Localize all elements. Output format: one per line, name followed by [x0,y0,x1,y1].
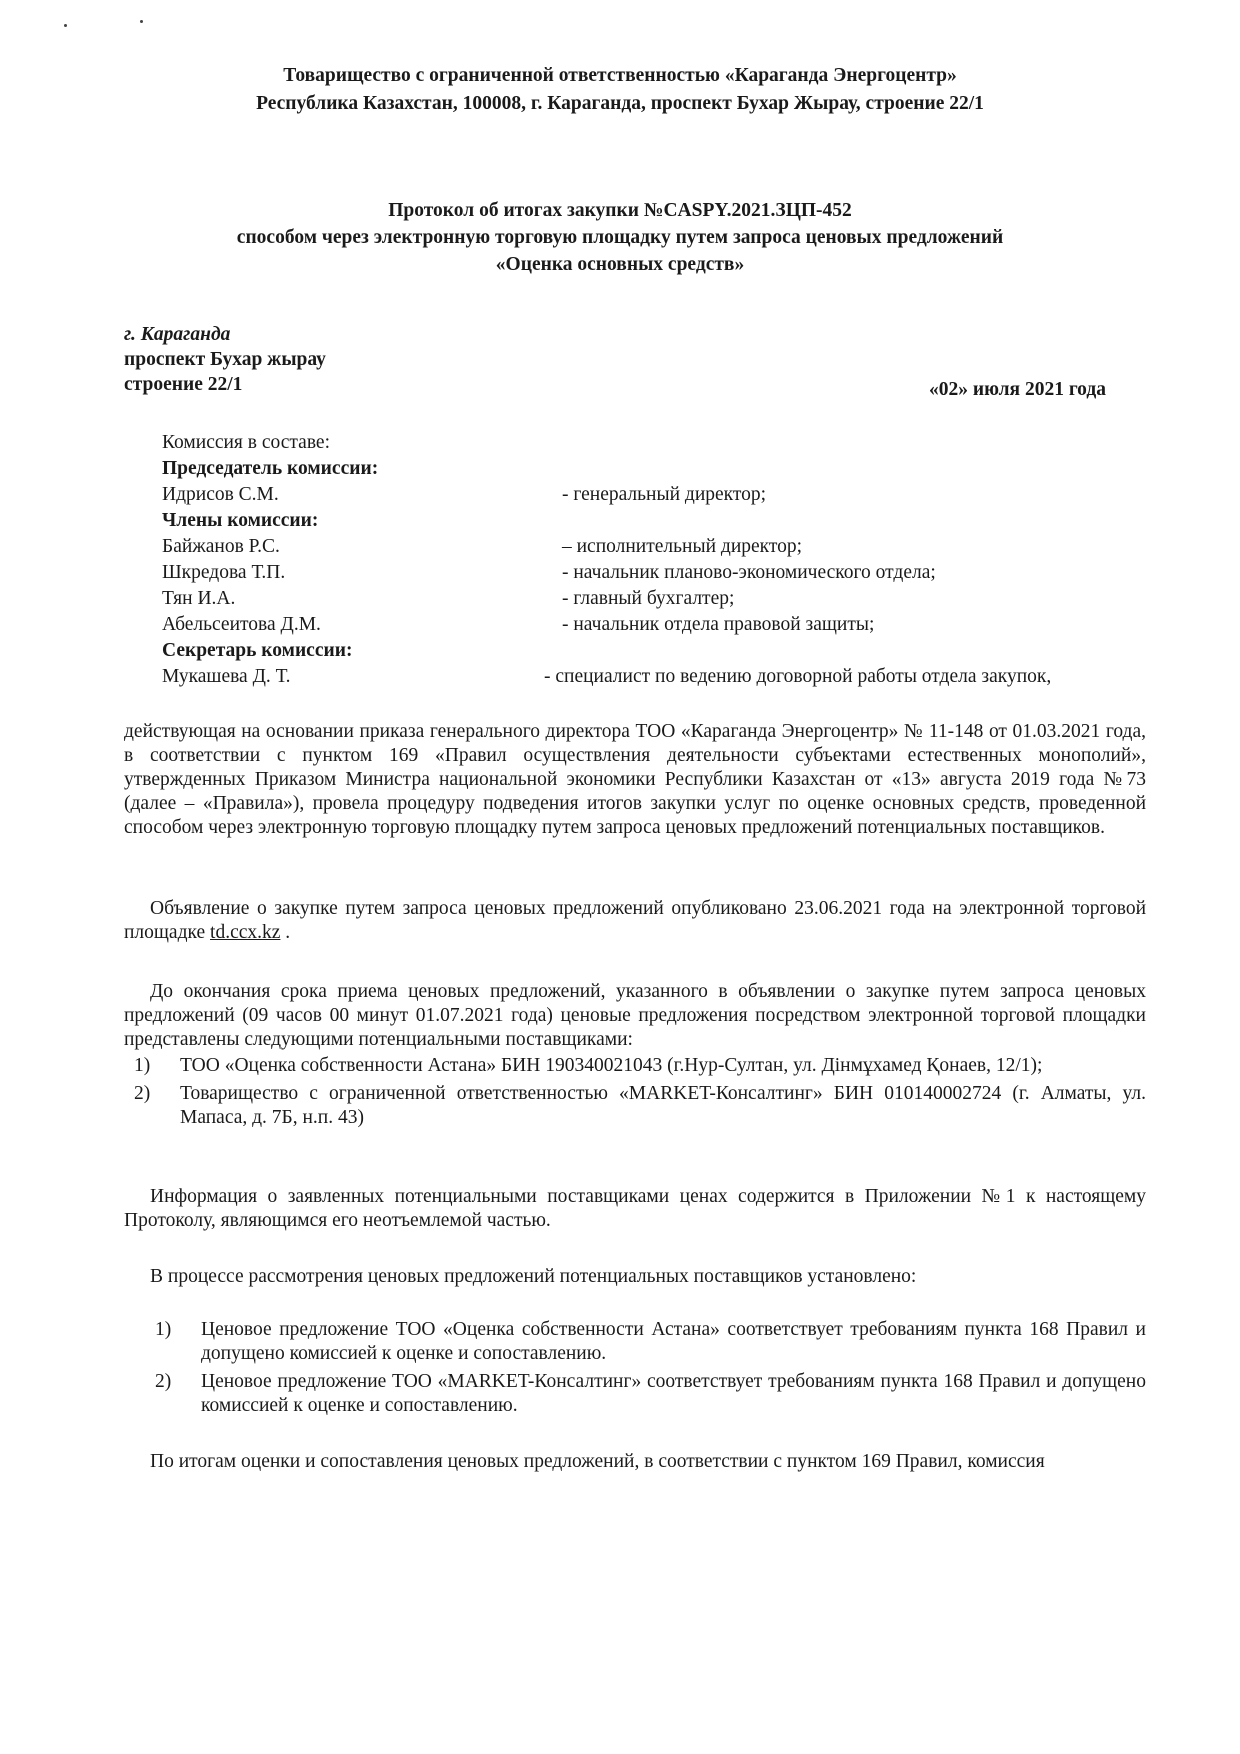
member-role: - главный бухгалтер; [562,588,735,609]
protocol-title [0,197,1240,278]
list-item-number: 1) [134,1055,151,1076]
member-role: – исполнительный директор; [562,536,803,557]
list-item-text: Товарищество с ограниченной ответственностью «MARKET-Консалтинг» БИН 010140002724 (г. Алматы, ул. Мапаса, д. 7Б, н.п. 43) [180,1083,1146,1128]
place-street: проспект Бухар жырау [124,349,326,370]
chair-name: Идрисов С.М. [162,484,279,505]
scan-speck [140,20,143,23]
chair-heading: Председатель комиссии: [162,458,379,479]
paragraph-deadline [124,980,1146,1052]
scan-speck [64,24,67,27]
protocol-title-line1: Протокол об итогах закупки №CASPY.2021.ЗЦП-452 [388,200,852,221]
paragraph-basis [124,720,1146,840]
list-item [155,1370,1146,1418]
secretary-heading: Секретарь комиссии: [162,640,353,661]
company-name: Товарищество с ограниченной ответственностью «Караганда Энергоцентр» [283,65,957,86]
chair-role: - генеральный директор; [562,484,767,505]
findings-list [155,1318,1146,1418]
company-address: Республика Казахстан, 100008, г. Караганда, проспект Бухар Жырау, строение 22/1 [256,93,984,114]
list-item-text: Ценовое предложение ТОО «Оценка собственности Астана» соответствует требованиям пункта 168 Правил и допущено комиссией к оценке и сопоставлению. [201,1319,1146,1364]
paragraph-review [124,1265,1146,1289]
paragraph-announcement [124,897,1146,945]
place-block [124,322,326,397]
members-heading: Члены комиссии: [162,510,319,531]
member-name: Тян И.А. [162,588,236,609]
paragraph-conclusion [124,1450,1146,1474]
member-role: - начальник планово-экономического отдела; [562,562,936,583]
commission-intro: Комиссия в составе: [162,432,330,453]
announcement-text-end: . [280,922,291,943]
member-name: Байжанов Р.С. [162,536,280,557]
list-item-number: 2) [155,1371,172,1392]
list-item-text: ТОО «Оценка собственности Астана» БИН 190340021043 (г.Нур-Султан, ул. Дінмұхамед Қонаев, 12/1); [180,1055,1043,1076]
paragraph-review-text: В процессе рассмотрения ценовых предложений потенциальных поставщиков установлено: [150,1266,917,1287]
company-header [0,62,1240,118]
paragraph-prices-info-text: Информация о заявленных потенциальными поставщиками ценах содержится в Приложении №1 к настоящему Протоколу, являющимся его неотъемлемой частью. [124,1186,1146,1231]
member-name: Шкредова Т.П. [162,562,286,583]
paragraph-prices-info [124,1185,1146,1233]
paragraph-announcement-text [124,897,1146,945]
protocol-title-line3: «Оценка основных средств» [495,254,745,275]
list-item [134,1054,1146,1078]
protocol-title-line2: способом через электронную торговую площадку путем запроса ценовых предложений [236,227,1004,248]
paragraph-conclusion-text: По итогам оценки и сопоставления ценовых предложений, в соответствии с пунктом 169 Правил, комиссия [150,1451,1045,1472]
member-role: - начальник отдела правовой защиты; [562,614,875,635]
list-item-number: 1) [155,1319,172,1340]
list-item-number: 2) [134,1083,151,1104]
place-building: строение 22/1 [124,374,243,395]
list-item [155,1318,1146,1366]
list-item-text: Ценовое предложение ТОО «MARKET-Консалтинг» соответствует требованиям пункта 168 Правил и допущено комиссией к оценке и сопоставлению. [201,1371,1146,1416]
commission-block [162,430,1162,690]
list-item [134,1082,1146,1130]
protocol-date: «02» июля 2021 года [929,379,1106,400]
paragraph-basis-text: действующая на основании приказа генерального директора ТОО «Караганда Энергоцентр» № 11-148 от 01.03.2021 года, в соответствии с пунктом 169 «Правил осуществления деятельности субъектами естественных монополий», утвержденных Приказом Министра национальной экономики Республики Казахстан от «13» августа 2019 года №73 (далее – «Правила»), провела процедуру подведения итогов закупки услуг по оценке основных средств, проведенной способом через электронную торговую площадку путем запроса ценовых предложений потенциальных поставщиков. [124,721,1146,838]
suppliers-list [134,1054,1146,1130]
place-city: г. Караганда [124,324,231,345]
announcement-text: Объявление о закупке путем запроса ценовых предложений опубликовано 23.06.2021 года на электронной торговой площадке [124,898,1146,943]
secretary-role: - специалист по ведению договорной работы отдела закупок, [544,666,1052,687]
paragraph-deadline-text: До окончания срока приема ценовых предложений, указанного в объявлении о закупке путем запроса ценовых предложений (09 часов 00 минут 01.07.2021 года) ценовые предложения посредством электронной торговой площадки представлены следующими потенциальными поставщиками: [124,981,1146,1050]
member-name: Абельсеитова Д.М. [162,614,321,635]
platform-link[interactable]: td.ccx.kz [210,922,281,943]
secretary-name: Мукашева Д. Т. [162,666,291,687]
